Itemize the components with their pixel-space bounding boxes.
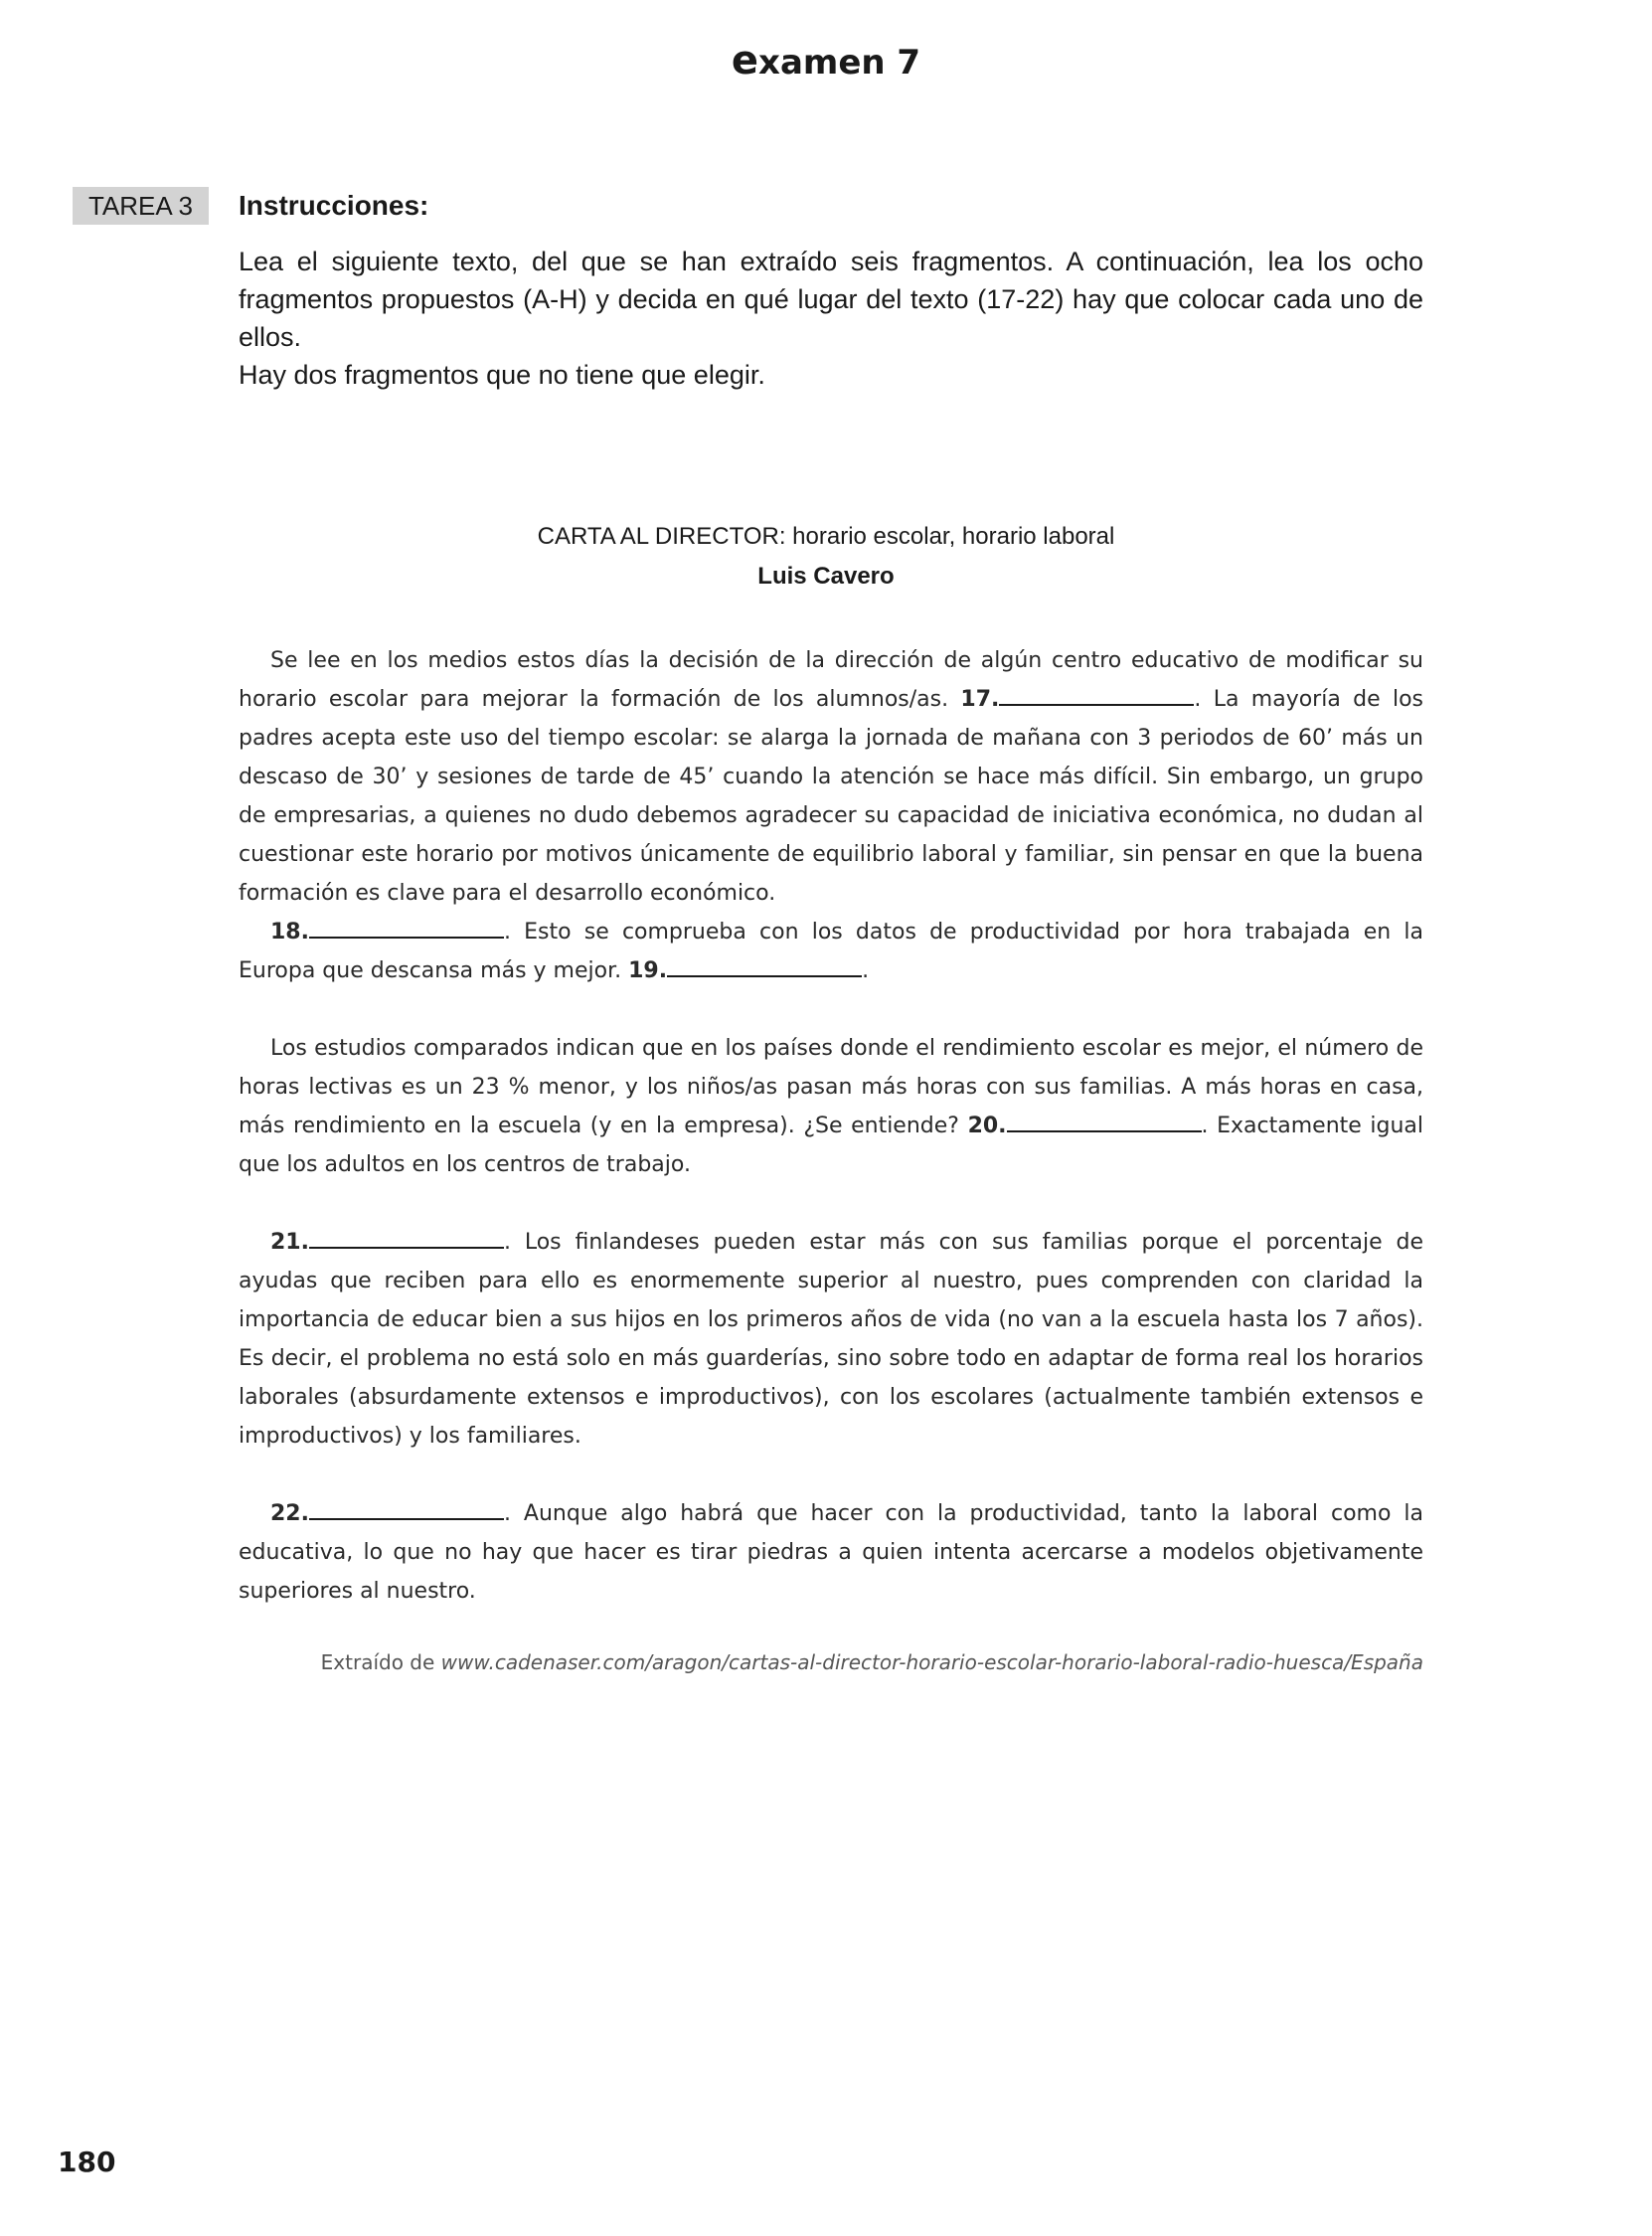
letter-header <box>0 517 1652 597</box>
gap-number-22: 22. <box>270 1501 309 1526</box>
gap-blank-22 <box>309 1494 504 1520</box>
letter-paragraph <box>239 1223 1423 1456</box>
gap-number-18: 18. <box>270 920 309 945</box>
page-number: 180 <box>58 2146 116 2178</box>
gap-number-21: 21. <box>270 1230 309 1255</box>
source-prefix: Extraído de <box>320 1650 441 1674</box>
gap-number-19: 19. <box>628 958 668 983</box>
letter-text: . Los finlandeses pueden estar más con sus familias porque el porcentaje de ayudas que reciben para ello es enormemente superior al nuestro, pues comprenden con claridad la importancia de educar bien a sus hijos en los primeros años de vida (no van a la escuela hasta los 7 años). Es decir, el problema no está solo en más guarderías, sino sobre todo en adaptar de forma real los horarios laborales (absurdamente extensos e improductivos), con los escolares (actualmente también extensos e improductivos) y los familiares. <box>239 1230 1423 1449</box>
gap-blank-21 <box>309 1223 504 1249</box>
letter-text: Se lee en los medios estos días la decisión de la dirección de algún centro educativo de modificar su horario escolar para mejorar la formación de los alumnos/as. <box>239 648 1423 712</box>
instructions-heading: Instrucciones: <box>239 190 429 221</box>
exam-title-initial: e <box>731 38 759 84</box>
task-badge: TAREA 3 <box>73 187 209 225</box>
gap-number-17: 17. <box>960 687 1000 712</box>
instructions-body <box>239 243 1423 394</box>
instructions-paragraph: Hay dos fragmentos que no tiene que elegir. <box>239 360 765 390</box>
letter-paragraph <box>239 1029 1423 1184</box>
instructions-paragraph: Lea el siguiente texto, del que se han extraído seis fragmentos. A continuación, lea los ocho fragmentos propuestos (A-H) y decida en qué lugar del texto (17-22) hay que colocar cada uno de ellos. <box>239 247 1423 352</box>
letter-body <box>239 641 1423 1611</box>
letter-text: . La mayoría de los padres acepta este uso del tiempo escolar: se alarga la jornada de mañana con 3 periodos de 60’ más un descaso de 30’ y sesiones de tarde de 45’ cuando la atención se hace más difícil. Sin embargo, un grupo de empresarias, a quienes no dudo debemos agradecer su capacidad de iniciativa económica, no dudan al cuestionar este horario por motivos únicamente de equilibrio laboral y familiar, sin pensar en que la buena formación es clave para el desarrollo económico. <box>239 687 1423 906</box>
gap-blank-20 <box>1007 1107 1202 1132</box>
exam-title <box>0 38 1652 84</box>
gap-blank-19 <box>667 951 862 977</box>
letter-paragraph <box>239 641 1423 913</box>
source-url: www.cadenaser.com/aragon/cartas-al-director-horario-escolar-horario-laboral-radio-huesca/España <box>440 1650 1423 1674</box>
letter-paragraph <box>239 1494 1423 1611</box>
letter-text: . <box>862 958 870 983</box>
gap-number-20: 20. <box>967 1114 1007 1138</box>
source-note <box>321 1650 1423 1674</box>
letter-paragraph <box>239 913 1423 990</box>
letter-text: . Aunque algo habrá que hacer con la productividad, tanto la laboral como la educativa, lo que no hay que hacer es tirar piedras a quien intenta acercarse a modelos objetivamente superiores al nuestro. <box>239 1501 1423 1604</box>
letter-text: . Esto se comprueba con los datos de productividad por hora trabajada en la Europa que descansa más y mejor. <box>239 920 1423 983</box>
letter-author: Luis Cavero <box>757 563 895 590</box>
gap-blank-18 <box>309 913 504 939</box>
exam-title-rest: xamen 7 <box>758 43 921 83</box>
gap-blank-17 <box>999 680 1194 706</box>
letter-text: . Exactamente igual que los adultos en los centros de trabajo. <box>239 1114 1424 1177</box>
letter-title: CARTA AL DIRECTOR: horario escolar, horario laboral <box>537 523 1115 550</box>
letter-text: Los estudios comparados indican que en los países donde el rendimiento escolar es mejor, el número de horas lectivas es un 23 % menor, y los niños/as pasan más horas con sus familias. A más horas en casa, más rendimiento en la escuela (y en la empresa). ¿Se entiende? <box>239 1036 1423 1138</box>
